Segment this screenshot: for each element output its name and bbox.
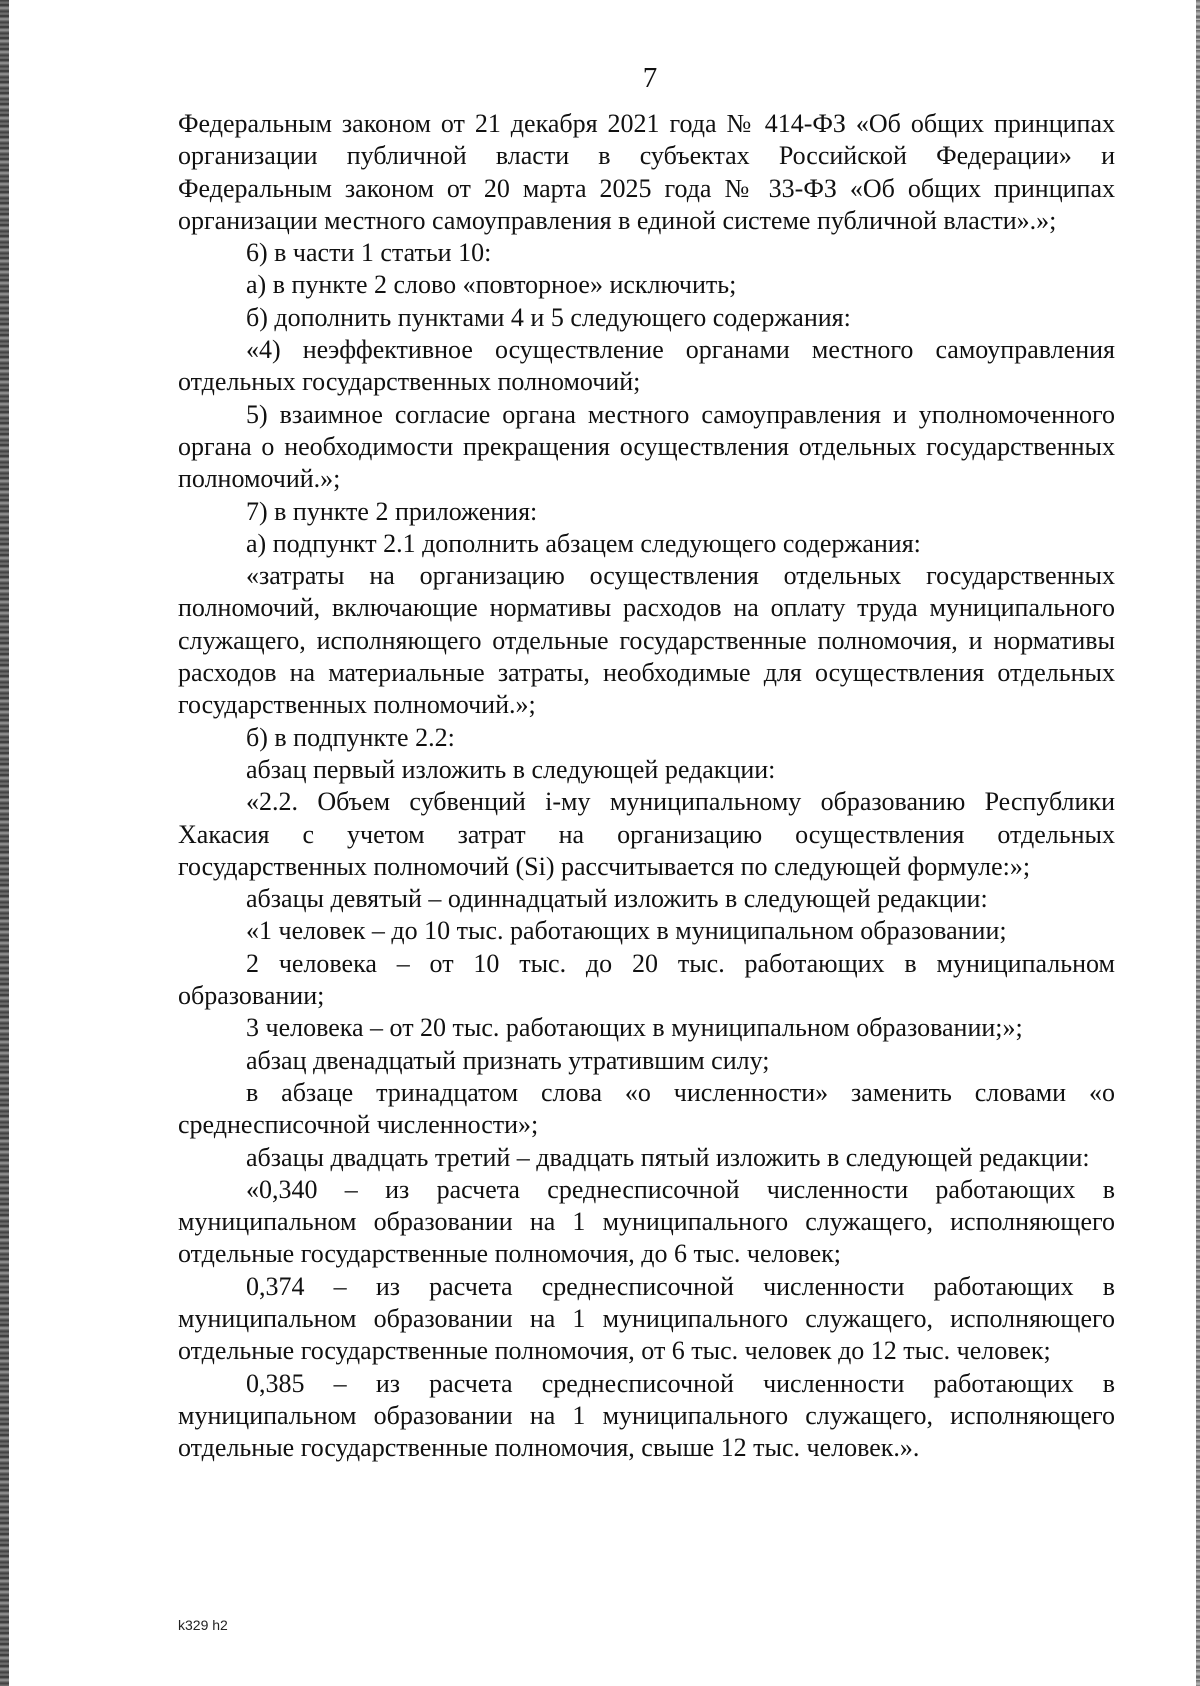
paragraph-item-6: 6) в части 1 статьи 10: bbox=[246, 238, 492, 268]
paragraph-abzac-12: абзац двенадцатый признать утратившим силу; bbox=[246, 1045, 770, 1075]
scan-left-edge bbox=[0, 0, 9, 1686]
paragraph-item-6b: б) дополнить пунктами 4 и 5 следующего содержания: bbox=[246, 302, 851, 332]
scan-right-edge bbox=[1196, 0, 1200, 1686]
paragraph-three-persons: 3 человека – от 20 тыс. работающих в муниципальном образовании;»; bbox=[246, 1013, 1023, 1043]
paragraph-abzac-13: в абзаце тринадцатом слова «о численности» заменить словами «о среднесписочной численности»; bbox=[178, 1077, 1115, 1140]
paragraph-subvention-volume: «2.2. Объем субвенций i-му муниципальному образованию Республики Хакасия с учетом затрат на организацию осуществления отдельных государственных полномочий (Si) рассчитывается по следующей формуле:»; bbox=[178, 787, 1115, 881]
paragraph-item-6a: а) в пункте 2 слово «повторное» исключить; bbox=[246, 270, 737, 300]
paragraph-coef-0374: 0,374 – из расчета среднесписочной численности работающих в муниципальном образовании на 1 муниципального служащего, исполняющего отдельные государственные полномочия, от 6 тыс. человек до 12 тыс. человек; bbox=[178, 1271, 1115, 1366]
paragraph-coef-0340: «0,340 – из расчета среднесписочной численности работающих в муниципальном образовании на 1 муниципального служащего, исполняющего отдельные государственные полномочия, до 6 тыс. человек; bbox=[178, 1174, 1115, 1269]
paragraph-item-7a: а) подпункт 2.1 дополнить абзацем следующего содержания: bbox=[246, 528, 921, 558]
paragraph-abzacs-23-25: абзацы двадцать третий – двадцать пятый изложить в следующей редакции: bbox=[246, 1142, 1090, 1172]
paragraph-coef-0385: 0,385 – из расчета среднесписочной численности работающих в муниципальном образовании на 1 муниципального служащего, исполняющего отдельные государственные полномочия, свыше 12 тыс. человек.». bbox=[178, 1368, 1115, 1463]
paragraph-two-persons: 2 человека – от 10 тыс. до 20 тыс. работающих в муниципальном образовании; bbox=[178, 948, 1115, 1011]
paragraph-abzacs-9-11: абзацы девятый – одиннадцатый изложить в следующей редакции: bbox=[246, 884, 988, 914]
document-body bbox=[178, 108, 1115, 1464]
paragraph-point-4: «4) неэффективное осуществление органами местного самоуправления отдельных государственных полномочий; bbox=[178, 335, 1115, 397]
document-code: k329 h2 bbox=[178, 1617, 228, 1633]
paragraph-item-7: 7) в пункте 2 приложения: bbox=[246, 496, 538, 526]
paragraph-one-person: «1 человек – до 10 тыс. работающих в муниципальном образовании; bbox=[246, 916, 1007, 946]
paragraph-costs: «затраты на организацию осуществления отдельных государственных полномочий, включающие нормативы расходов на оплату труда муниципального служащего, исполняющего отдельные государственные полномочия, и нормативы расходов на материальные затраты, необходимые для осуществления отдельных государственных полномочий.»; bbox=[178, 561, 1115, 720]
paragraph-first-abzac: абзац первый изложить в следующей редакции: bbox=[246, 754, 776, 784]
paragraph-continuation: Федеральным законом от 21 декабря 2021 года № 414-ФЗ «Об общих принципах организации публичной власти в субъектах Российской Федерации» и Федеральным законом от 20 марта 2025 года № 33-ФЗ «Об общих принципах организации местного самоуправления в единой системе публичной власти».»; bbox=[178, 109, 1115, 235]
page-number: 7 bbox=[642, 62, 658, 94]
paragraph-item-7b: б) в подпункте 2.2: bbox=[246, 722, 455, 752]
paragraph-point-5: 5) взаимное согласие органа местного самоуправления и уполномоченного органа о необходимости прекращения осуществления отдельных государственных полномочий.»; bbox=[178, 399, 1115, 494]
